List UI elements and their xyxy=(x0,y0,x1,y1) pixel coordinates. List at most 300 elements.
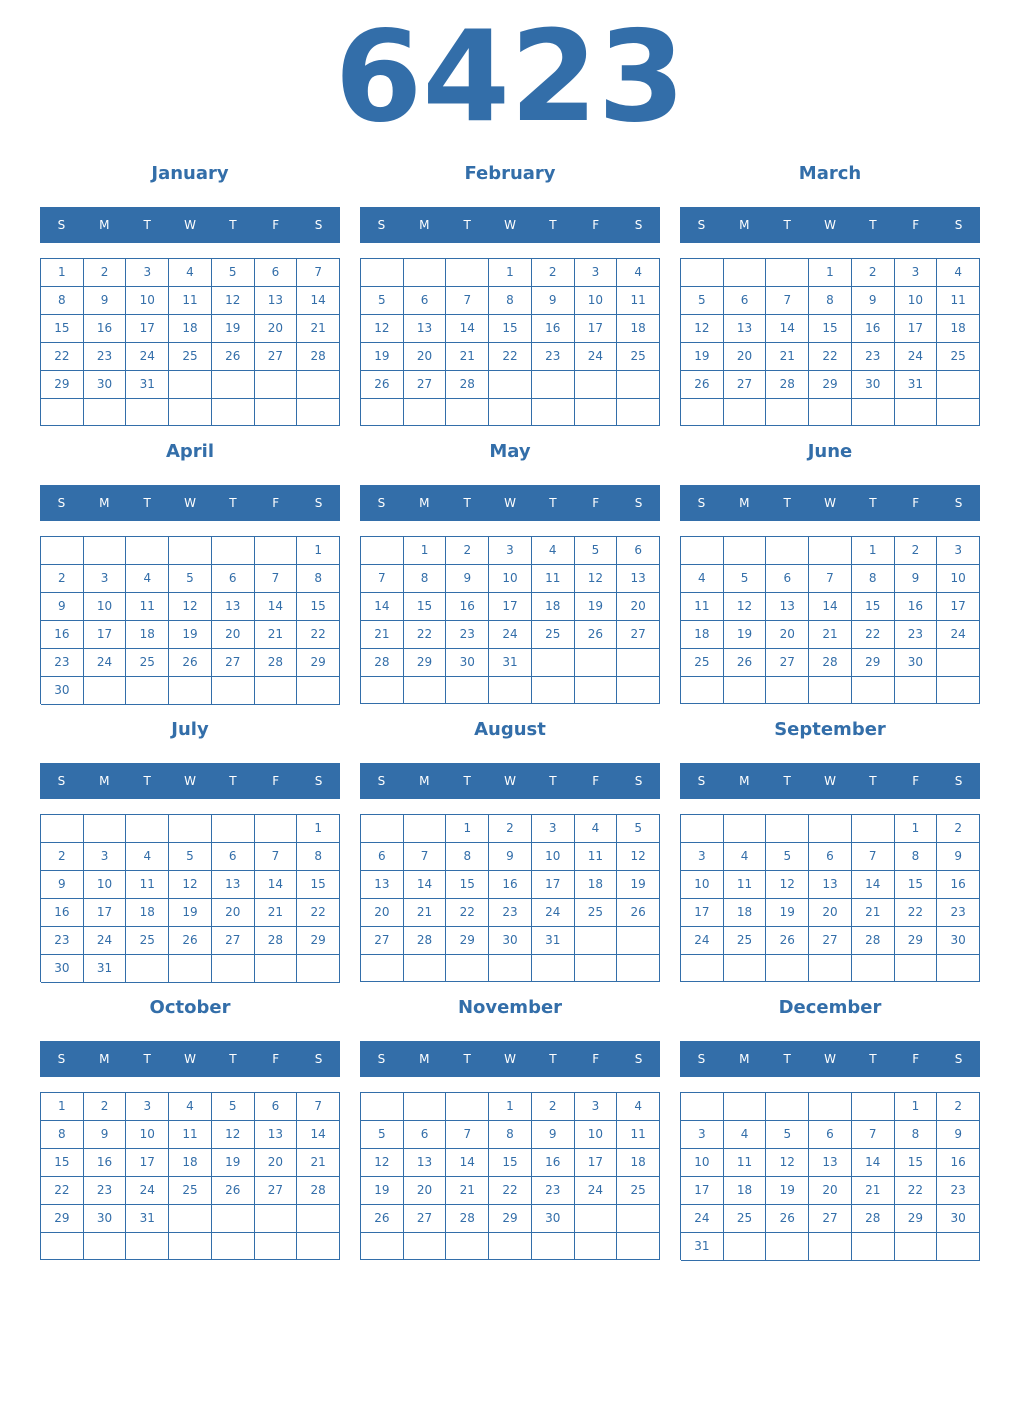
day-cell: 18 xyxy=(532,593,575,621)
day-cell: 2 xyxy=(895,537,938,565)
day-cell: 19 xyxy=(575,593,618,621)
day-cell: 8 xyxy=(809,287,852,315)
weekday-label: F xyxy=(912,218,920,232)
empty-day-cell xyxy=(575,1205,618,1233)
day-cell: 2 xyxy=(852,259,895,287)
day-cell: 4 xyxy=(575,815,618,843)
empty-day-cell xyxy=(532,371,575,399)
day-cell: 21 xyxy=(766,343,809,371)
day-grid xyxy=(360,536,660,704)
empty-day-cell xyxy=(532,649,575,677)
day-cell: 17 xyxy=(84,621,127,649)
day-cell: 1 xyxy=(852,537,895,565)
weekday-label: S xyxy=(57,1052,66,1066)
weekday-label: T xyxy=(143,218,151,232)
day-cell: 19 xyxy=(766,899,809,927)
day-cell: 22 xyxy=(852,621,895,649)
day-cell: 21 xyxy=(446,1177,489,1205)
day-cell: 18 xyxy=(681,621,724,649)
day-cell: 8 xyxy=(41,1121,84,1149)
day-cell: 6 xyxy=(212,565,255,593)
day-cell: 12 xyxy=(169,593,212,621)
day-cell: 29 xyxy=(852,649,895,677)
day-cell: 12 xyxy=(361,1149,404,1177)
day-cell: 21 xyxy=(297,315,340,343)
day-cell: 17 xyxy=(681,899,724,927)
empty-day-cell xyxy=(297,1233,340,1260)
empty-day-cell xyxy=(126,677,169,705)
day-cell: 28 xyxy=(255,927,298,955)
day-cell: 3 xyxy=(575,1093,618,1121)
weekday-header xyxy=(680,207,980,243)
empty-day-cell xyxy=(212,955,255,983)
day-cell: 17 xyxy=(532,871,575,899)
empty-day-cell xyxy=(681,399,724,426)
month-name: September xyxy=(774,719,886,740)
empty-day-cell xyxy=(681,259,724,287)
day-cell: 30 xyxy=(852,371,895,399)
day-cell: 12 xyxy=(212,287,255,315)
day-cell: 17 xyxy=(489,593,532,621)
weekday-label: S xyxy=(954,218,963,232)
weekday-label: S xyxy=(954,496,963,510)
day-cell: 16 xyxy=(532,1149,575,1177)
day-cell: 11 xyxy=(169,1121,212,1149)
weekday-label: W xyxy=(824,1052,836,1066)
weekday-label: M xyxy=(99,496,110,510)
day-cell: 28 xyxy=(852,927,895,955)
empty-day-cell xyxy=(446,259,489,287)
empty-day-cell xyxy=(766,677,809,704)
day-cell: 20 xyxy=(255,1149,298,1177)
empty-day-cell xyxy=(766,955,809,982)
empty-day-cell xyxy=(724,259,767,287)
day-cell: 11 xyxy=(575,843,618,871)
day-cell: 30 xyxy=(532,1205,575,1233)
day-cell: 28 xyxy=(809,649,852,677)
weekday-label: W xyxy=(824,218,836,232)
day-cell: 16 xyxy=(41,899,84,927)
day-cell: 8 xyxy=(297,843,340,871)
empty-day-cell xyxy=(766,1233,809,1261)
day-cell: 31 xyxy=(126,371,169,399)
day-cell: 27 xyxy=(724,371,767,399)
weekday-label: W xyxy=(184,1052,196,1066)
day-cell: 2 xyxy=(532,259,575,287)
empty-day-cell xyxy=(895,677,938,704)
empty-day-cell xyxy=(361,677,404,704)
empty-day-cell xyxy=(169,399,212,426)
day-cell: 13 xyxy=(212,871,255,899)
weekday-label: W xyxy=(184,496,196,510)
weekday-label: M xyxy=(739,774,750,788)
empty-day-cell xyxy=(84,399,127,426)
day-cell: 9 xyxy=(852,287,895,315)
weekday-label: M xyxy=(419,218,430,232)
day-cell: 15 xyxy=(41,1149,84,1177)
empty-day-cell xyxy=(169,537,212,565)
day-cell: 21 xyxy=(852,1177,895,1205)
empty-day-cell xyxy=(575,955,618,982)
empty-day-cell xyxy=(852,955,895,982)
day-cell: 29 xyxy=(446,927,489,955)
day-cell: 7 xyxy=(361,565,404,593)
day-cell: 20 xyxy=(766,621,809,649)
empty-day-cell xyxy=(404,677,447,704)
day-cell: 9 xyxy=(41,871,84,899)
day-cell: 19 xyxy=(169,899,212,927)
day-cell: 15 xyxy=(809,315,852,343)
day-cell: 23 xyxy=(84,343,127,371)
day-cell: 19 xyxy=(766,1177,809,1205)
day-cell: 22 xyxy=(297,621,340,649)
weekday-label: T xyxy=(869,218,877,232)
day-cell: 9 xyxy=(489,843,532,871)
empty-day-cell xyxy=(617,955,660,982)
day-cell: 15 xyxy=(489,315,532,343)
empty-day-cell xyxy=(766,815,809,843)
weekday-label: T xyxy=(549,218,557,232)
empty-day-cell xyxy=(41,537,84,565)
weekday-header xyxy=(360,207,660,243)
day-cell: 6 xyxy=(212,843,255,871)
day-grid xyxy=(680,814,980,982)
day-cell: 9 xyxy=(937,1121,980,1149)
weekday-label: S xyxy=(57,496,66,510)
empty-day-cell xyxy=(617,371,660,399)
empty-day-cell xyxy=(84,815,127,843)
day-cell: 1 xyxy=(489,259,532,287)
day-grid xyxy=(680,1092,980,1260)
weekday-label: F xyxy=(272,1052,280,1066)
weekday-label: T xyxy=(229,1052,237,1066)
day-cell: 11 xyxy=(617,1121,660,1149)
weekday-label: S xyxy=(314,774,323,788)
day-cell: 10 xyxy=(575,287,618,315)
day-cell: 16 xyxy=(937,1149,980,1177)
day-cell: 1 xyxy=(489,1093,532,1121)
empty-day-cell xyxy=(724,1093,767,1121)
day-cell: 27 xyxy=(404,1205,447,1233)
day-cell: 26 xyxy=(617,899,660,927)
day-cell: 14 xyxy=(297,287,340,315)
day-cell: 10 xyxy=(681,871,724,899)
weekday-label: T xyxy=(549,496,557,510)
day-cell: 30 xyxy=(937,927,980,955)
weekday-label: S xyxy=(314,218,323,232)
day-cell: 24 xyxy=(937,621,980,649)
empty-day-cell xyxy=(532,399,575,426)
day-cell: 25 xyxy=(169,1177,212,1205)
day-cell: 21 xyxy=(297,1149,340,1177)
weekday-label: S xyxy=(377,218,386,232)
day-cell: 28 xyxy=(446,371,489,399)
day-cell: 26 xyxy=(169,927,212,955)
weekday-label: W xyxy=(504,1052,516,1066)
day-cell: 22 xyxy=(489,1177,532,1205)
day-cell: 28 xyxy=(255,649,298,677)
day-cell: 4 xyxy=(617,259,660,287)
empty-day-cell xyxy=(617,649,660,677)
empty-day-cell xyxy=(617,399,660,426)
day-cell: 24 xyxy=(126,343,169,371)
day-cell: 8 xyxy=(852,565,895,593)
weekday-label: T xyxy=(869,1052,877,1066)
day-cell: 10 xyxy=(937,565,980,593)
day-cell: 6 xyxy=(766,565,809,593)
weekday-label: F xyxy=(912,1052,920,1066)
day-cell: 21 xyxy=(446,343,489,371)
weekday-label: S xyxy=(634,1052,643,1066)
weekday-label: T xyxy=(463,1052,471,1066)
day-cell: 15 xyxy=(297,593,340,621)
empty-day-cell xyxy=(41,399,84,426)
day-cell: 18 xyxy=(126,899,169,927)
empty-day-cell xyxy=(126,1233,169,1260)
day-cell: 7 xyxy=(297,259,340,287)
day-cell: 23 xyxy=(532,343,575,371)
day-grid xyxy=(360,258,660,426)
day-cell: 5 xyxy=(724,565,767,593)
day-cell: 10 xyxy=(84,871,127,899)
weekday-label: M xyxy=(739,496,750,510)
weekday-header xyxy=(40,1041,340,1077)
empty-day-cell xyxy=(489,371,532,399)
empty-day-cell xyxy=(41,1233,84,1260)
empty-day-cell xyxy=(937,649,980,677)
weekday-label: W xyxy=(504,218,516,232)
day-cell: 24 xyxy=(575,1177,618,1205)
day-cell: 12 xyxy=(681,315,724,343)
day-cell: 30 xyxy=(446,649,489,677)
day-cell: 9 xyxy=(532,287,575,315)
day-cell: 14 xyxy=(255,871,298,899)
weekday-label: F xyxy=(592,1052,600,1066)
weekday-header xyxy=(40,763,340,799)
empty-day-cell xyxy=(852,399,895,426)
day-cell: 1 xyxy=(446,815,489,843)
day-cell: 24 xyxy=(895,343,938,371)
day-cell: 16 xyxy=(41,621,84,649)
day-cell: 3 xyxy=(895,259,938,287)
day-cell: 12 xyxy=(575,565,618,593)
day-cell: 11 xyxy=(532,565,575,593)
empty-day-cell xyxy=(937,371,980,399)
day-cell: 16 xyxy=(446,593,489,621)
day-cell: 8 xyxy=(404,565,447,593)
day-cell: 4 xyxy=(169,1093,212,1121)
empty-day-cell xyxy=(724,955,767,982)
empty-day-cell xyxy=(617,1233,660,1260)
empty-day-cell xyxy=(212,815,255,843)
day-cell: 15 xyxy=(895,1149,938,1177)
weekday-header xyxy=(360,485,660,521)
day-cell: 13 xyxy=(404,1149,447,1177)
day-cell: 24 xyxy=(575,343,618,371)
day-cell: 16 xyxy=(937,871,980,899)
day-cell: 18 xyxy=(617,1149,660,1177)
weekday-label: F xyxy=(272,218,280,232)
empty-day-cell xyxy=(404,955,447,982)
day-cell: 14 xyxy=(255,593,298,621)
day-cell: 16 xyxy=(489,871,532,899)
empty-day-cell xyxy=(255,677,298,705)
day-cell: 23 xyxy=(41,927,84,955)
empty-day-cell xyxy=(169,677,212,705)
day-cell: 27 xyxy=(212,927,255,955)
day-cell: 25 xyxy=(617,1177,660,1205)
empty-day-cell xyxy=(895,1233,938,1261)
day-cell: 23 xyxy=(489,899,532,927)
weekday-label: S xyxy=(697,1052,706,1066)
month-name: May xyxy=(489,441,531,462)
empty-day-cell xyxy=(575,927,618,955)
weekday-header xyxy=(680,485,980,521)
day-cell: 18 xyxy=(724,899,767,927)
day-cell: 12 xyxy=(617,843,660,871)
day-cell: 30 xyxy=(41,955,84,983)
day-cell: 9 xyxy=(895,565,938,593)
day-cell: 26 xyxy=(169,649,212,677)
empty-day-cell xyxy=(681,1093,724,1121)
weekday-label: F xyxy=(592,218,600,232)
day-cell: 29 xyxy=(489,1205,532,1233)
month-name: July xyxy=(171,719,209,740)
day-cell: 9 xyxy=(41,593,84,621)
day-cell: 13 xyxy=(361,871,404,899)
empty-day-cell xyxy=(84,537,127,565)
day-cell: 20 xyxy=(724,343,767,371)
day-cell: 5 xyxy=(575,537,618,565)
day-cell: 8 xyxy=(489,1121,532,1149)
day-grid xyxy=(680,258,980,426)
day-cell: 19 xyxy=(169,621,212,649)
day-cell: 3 xyxy=(681,1121,724,1149)
weekday-header xyxy=(680,1041,980,1077)
month-name: January xyxy=(151,163,229,184)
month-name: February xyxy=(464,163,556,184)
day-cell: 2 xyxy=(446,537,489,565)
empty-day-cell xyxy=(852,1233,895,1261)
day-cell: 19 xyxy=(361,1177,404,1205)
day-cell: 7 xyxy=(297,1093,340,1121)
weekday-label: T xyxy=(869,496,877,510)
empty-day-cell xyxy=(809,955,852,982)
empty-day-cell xyxy=(937,1233,980,1261)
empty-day-cell xyxy=(361,955,404,982)
weekday-label: S xyxy=(377,774,386,788)
empty-day-cell xyxy=(617,927,660,955)
day-cell: 21 xyxy=(809,621,852,649)
day-cell: 17 xyxy=(575,315,618,343)
weekday-label: W xyxy=(184,774,196,788)
empty-day-cell xyxy=(212,677,255,705)
day-cell: 24 xyxy=(84,927,127,955)
day-grid xyxy=(40,536,340,704)
empty-day-cell xyxy=(255,371,298,399)
day-cell: 26 xyxy=(212,1177,255,1205)
day-cell: 23 xyxy=(937,899,980,927)
empty-day-cell xyxy=(489,955,532,982)
day-cell: 7 xyxy=(404,843,447,871)
day-cell: 16 xyxy=(852,315,895,343)
day-cell: 27 xyxy=(809,927,852,955)
day-cell: 7 xyxy=(852,843,895,871)
day-cell: 17 xyxy=(681,1177,724,1205)
day-cell: 9 xyxy=(84,287,127,315)
day-cell: 27 xyxy=(404,371,447,399)
empty-day-cell xyxy=(809,399,852,426)
day-cell: 4 xyxy=(169,259,212,287)
year-title: 6423 xyxy=(334,3,686,150)
day-cell: 28 xyxy=(297,1177,340,1205)
weekday-label: S xyxy=(634,218,643,232)
empty-day-cell xyxy=(681,677,724,704)
empty-day-cell xyxy=(361,815,404,843)
day-grid xyxy=(360,1092,660,1260)
month-name: June xyxy=(807,441,853,462)
weekday-label: F xyxy=(592,774,600,788)
day-cell: 18 xyxy=(169,315,212,343)
day-cell: 13 xyxy=(255,287,298,315)
day-cell: 28 xyxy=(766,371,809,399)
day-cell: 18 xyxy=(169,1149,212,1177)
day-cell: 22 xyxy=(41,1177,84,1205)
day-cell: 21 xyxy=(255,621,298,649)
day-cell: 28 xyxy=(852,1205,895,1233)
empty-day-cell xyxy=(681,537,724,565)
day-cell: 27 xyxy=(809,1205,852,1233)
day-cell: 17 xyxy=(126,315,169,343)
day-cell: 7 xyxy=(852,1121,895,1149)
day-cell: 5 xyxy=(617,815,660,843)
empty-day-cell xyxy=(255,1233,298,1260)
day-cell: 13 xyxy=(809,871,852,899)
day-cell: 21 xyxy=(255,899,298,927)
day-cell: 22 xyxy=(895,1177,938,1205)
weekday-label: F xyxy=(912,774,920,788)
day-cell: 5 xyxy=(212,1093,255,1121)
day-cell: 6 xyxy=(361,843,404,871)
day-cell: 9 xyxy=(84,1121,127,1149)
day-cell: 17 xyxy=(126,1149,169,1177)
day-cell: 13 xyxy=(212,593,255,621)
day-cell: 3 xyxy=(681,843,724,871)
day-cell: 10 xyxy=(126,1121,169,1149)
empty-day-cell xyxy=(84,1233,127,1260)
day-cell: 21 xyxy=(361,621,404,649)
day-cell: 14 xyxy=(852,871,895,899)
day-cell: 6 xyxy=(404,1121,447,1149)
day-cell: 31 xyxy=(84,955,127,983)
day-cell: 30 xyxy=(895,649,938,677)
day-cell: 23 xyxy=(41,649,84,677)
day-cell: 6 xyxy=(255,259,298,287)
day-cell: 29 xyxy=(41,1205,84,1233)
day-cell: 31 xyxy=(681,1233,724,1261)
empty-day-cell xyxy=(809,1093,852,1121)
day-cell: 25 xyxy=(724,927,767,955)
day-cell: 10 xyxy=(126,287,169,315)
weekday-label: F xyxy=(272,496,280,510)
empty-day-cell xyxy=(169,371,212,399)
empty-day-cell xyxy=(169,1205,212,1233)
day-cell: 10 xyxy=(681,1149,724,1177)
day-cell: 24 xyxy=(489,621,532,649)
empty-day-cell xyxy=(809,815,852,843)
day-cell: 31 xyxy=(126,1205,169,1233)
day-cell: 28 xyxy=(361,649,404,677)
